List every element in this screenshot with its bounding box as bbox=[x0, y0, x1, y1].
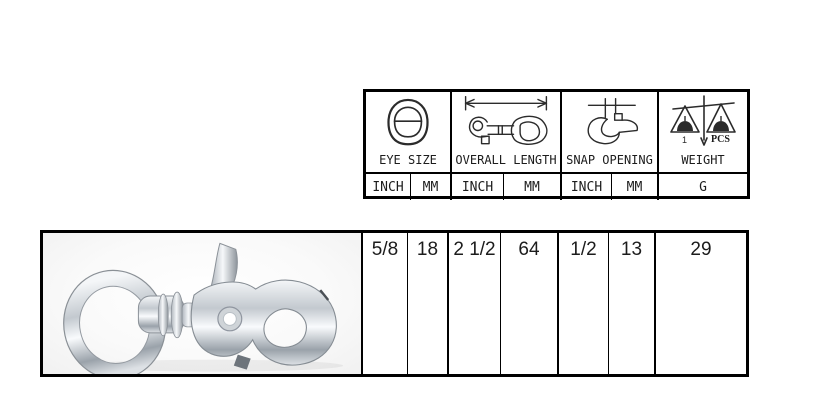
column-group-weight bbox=[659, 92, 747, 174]
value-weight-g: 29 bbox=[690, 239, 712, 260]
column-label-snap-opening: SNAP OPENING bbox=[566, 153, 653, 167]
eye-size-icon bbox=[366, 92, 450, 154]
spec-header-table bbox=[363, 89, 750, 199]
value-snap-opening-mm: 13 bbox=[609, 233, 656, 374]
column-label-overall-length: OVERALL LENGTH bbox=[455, 153, 557, 167]
column-group-overall-length bbox=[452, 92, 562, 174]
column-group-snap-opening bbox=[562, 92, 659, 174]
unit-header-oal-mm: MM bbox=[504, 174, 562, 200]
value-eye-size-inch: 5/8 bbox=[363, 233, 408, 374]
value-eye-size-mm: 18 bbox=[408, 233, 449, 374]
overall-length-icon bbox=[452, 92, 560, 154]
unit-header-snap-mm: MM bbox=[612, 174, 659, 200]
value-snap-opening-inch: 1/2 bbox=[559, 233, 609, 374]
weight-icon-pcs-label: PCS bbox=[711, 134, 730, 145]
unit-header-eye-inch: INCH bbox=[366, 174, 411, 200]
swivel-snap-hook-image bbox=[43, 233, 361, 374]
weight-icon bbox=[659, 92, 747, 154]
value-overall-length-inch: 2 1/2 bbox=[449, 233, 501, 374]
product-data-table bbox=[40, 230, 749, 377]
unit-header-eye-mm: MM bbox=[411, 174, 452, 200]
unit-header-oal-inch: INCH bbox=[452, 174, 504, 200]
unit-header-snap-inch: INCH bbox=[562, 174, 612, 200]
value-overall-length-mm: 64 bbox=[501, 233, 559, 374]
column-label-eye-size: EYE SIZE bbox=[379, 153, 437, 167]
snap-opening-icon bbox=[562, 92, 657, 154]
weight-icon-pan-label-1: 1 bbox=[682, 135, 688, 145]
product-photo bbox=[43, 233, 363, 374]
unit-header-weight-g: G bbox=[699, 179, 707, 195]
column-label-weight: WEIGHT bbox=[681, 153, 725, 167]
column-group-eye-size bbox=[366, 92, 452, 174]
